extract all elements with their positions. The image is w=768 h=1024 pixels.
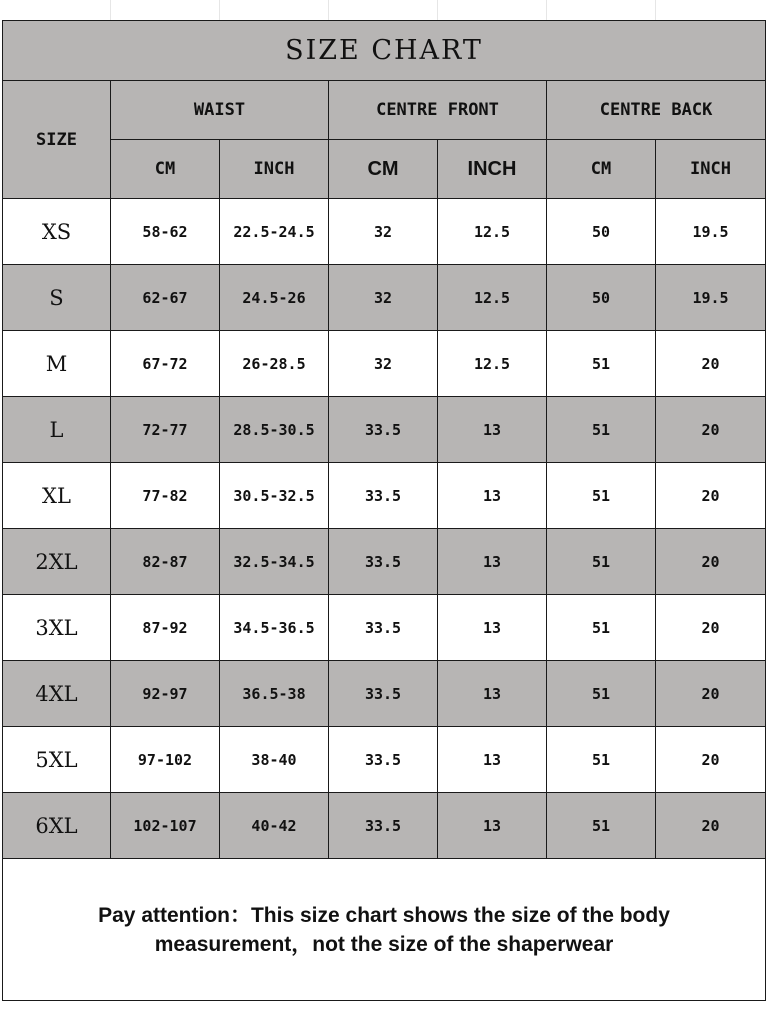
sheet-gridline bbox=[437, 0, 438, 20]
size-label: 4XL bbox=[3, 661, 111, 727]
size-label: XL bbox=[3, 463, 111, 529]
header-back-inch: INCH bbox=[656, 140, 766, 199]
back-cm-cell: 51 bbox=[547, 595, 656, 661]
size-label: 6XL bbox=[3, 793, 111, 859]
back-cm-cell: 51 bbox=[547, 793, 656, 859]
back-inch-cell: 19.5 bbox=[656, 199, 766, 265]
waist-inch-cell: 36.5-38 bbox=[220, 661, 329, 727]
back-inch-cell: 19.5 bbox=[656, 265, 766, 331]
back-cm-cell: 51 bbox=[547, 727, 656, 793]
waist-cm-cell: 58-62 bbox=[111, 199, 220, 265]
front-inch-cell: 12.5 bbox=[438, 265, 547, 331]
table-row bbox=[3, 661, 766, 727]
size-label: S bbox=[3, 265, 111, 331]
front-cm-cell: 33.5 bbox=[329, 397, 438, 463]
waist-inch-cell: 26-28.5 bbox=[220, 331, 329, 397]
back-cm-cell: 51 bbox=[547, 397, 656, 463]
sheet-gridline bbox=[110, 0, 111, 20]
waist-cm-cell: 92-97 bbox=[111, 661, 220, 727]
waist-inch-cell: 24.5-26 bbox=[220, 265, 329, 331]
back-inch-cell: 20 bbox=[656, 727, 766, 793]
front-inch-cell: 12.5 bbox=[438, 199, 547, 265]
title-row bbox=[3, 21, 766, 81]
front-inch-cell: 13 bbox=[438, 595, 547, 661]
header-centre-front: CENTRE FRONT bbox=[329, 81, 547, 140]
front-inch-cell: 13 bbox=[438, 727, 547, 793]
size-label: 5XL bbox=[3, 727, 111, 793]
table-row bbox=[3, 331, 766, 397]
table-row bbox=[3, 595, 766, 661]
table-row bbox=[3, 529, 766, 595]
size-chart-table bbox=[2, 20, 766, 1001]
waist-inch-cell: 30.5-32.5 bbox=[220, 463, 329, 529]
front-cm-cell: 33.5 bbox=[329, 595, 438, 661]
front-cm-cell: 33.5 bbox=[329, 727, 438, 793]
sheet-gridline bbox=[655, 0, 656, 20]
waist-inch-cell: 28.5-30.5 bbox=[220, 397, 329, 463]
front-inch-cell: 13 bbox=[438, 463, 547, 529]
header-waist: WAIST bbox=[111, 81, 329, 140]
back-cm-cell: 50 bbox=[547, 265, 656, 331]
waist-cm-cell: 87-92 bbox=[111, 595, 220, 661]
back-inch-cell: 20 bbox=[656, 661, 766, 727]
waist-cm-cell: 67-72 bbox=[111, 331, 220, 397]
header-centre-back: CENTRE BACK bbox=[547, 81, 766, 140]
sheet-gridline bbox=[328, 0, 329, 20]
back-inch-cell: 20 bbox=[656, 595, 766, 661]
sheet-gridline bbox=[546, 0, 547, 20]
size-label: L bbox=[3, 397, 111, 463]
front-cm-cell: 32 bbox=[329, 331, 438, 397]
back-inch-cell: 20 bbox=[656, 397, 766, 463]
waist-cm-cell: 82-87 bbox=[111, 529, 220, 595]
size-label: XS bbox=[3, 199, 111, 265]
waist-inch-cell: 40-42 bbox=[220, 793, 329, 859]
back-inch-cell: 20 bbox=[656, 793, 766, 859]
table-row bbox=[3, 727, 766, 793]
size-label: 3XL bbox=[3, 595, 111, 661]
waist-cm-cell: 77-82 bbox=[111, 463, 220, 529]
waist-inch-cell: 34.5-36.5 bbox=[220, 595, 329, 661]
back-inch-cell: 20 bbox=[656, 463, 766, 529]
front-inch-cell: 13 bbox=[438, 661, 547, 727]
front-inch-cell: 13 bbox=[438, 397, 547, 463]
size-chart-body bbox=[3, 21, 766, 1001]
front-cm-cell: 33.5 bbox=[329, 793, 438, 859]
table-row bbox=[3, 793, 766, 859]
table-row bbox=[3, 199, 766, 265]
front-cm-cell: 32 bbox=[329, 199, 438, 265]
back-cm-cell: 51 bbox=[547, 331, 656, 397]
front-cm-cell: 32 bbox=[329, 265, 438, 331]
size-label: 2XL bbox=[3, 529, 111, 595]
front-inch-cell: 13 bbox=[438, 793, 547, 859]
waist-cm-cell: 102-107 bbox=[111, 793, 220, 859]
back-cm-cell: 51 bbox=[547, 661, 656, 727]
waist-inch-cell: 32.5-34.5 bbox=[220, 529, 329, 595]
table-row bbox=[3, 265, 766, 331]
sheet-gridline bbox=[219, 0, 220, 20]
waist-cm-cell: 62-67 bbox=[111, 265, 220, 331]
table-row bbox=[3, 463, 766, 529]
header-front-inch: INCH bbox=[438, 140, 547, 199]
waist-cm-cell: 97-102 bbox=[111, 727, 220, 793]
waist-cm-cell: 72-77 bbox=[111, 397, 220, 463]
header-front-cm: CM bbox=[329, 140, 438, 199]
chart-title: SIZE CHART bbox=[3, 21, 766, 81]
back-cm-cell: 50 bbox=[547, 199, 656, 265]
back-inch-cell: 20 bbox=[656, 331, 766, 397]
header-waist-cm: CM bbox=[111, 140, 220, 199]
front-cm-cell: 33.5 bbox=[329, 661, 438, 727]
header-row-groups bbox=[3, 81, 766, 140]
back-cm-cell: 51 bbox=[547, 463, 656, 529]
front-cm-cell: 33.5 bbox=[329, 463, 438, 529]
front-inch-cell: 12.5 bbox=[438, 331, 547, 397]
size-label: M bbox=[3, 331, 111, 397]
header-back-cm: CM bbox=[547, 140, 656, 199]
waist-inch-cell: 22.5-24.5 bbox=[220, 199, 329, 265]
table-row bbox=[3, 397, 766, 463]
front-cm-cell: 33.5 bbox=[329, 529, 438, 595]
header-waist-inch: INCH bbox=[220, 140, 329, 199]
back-inch-cell: 20 bbox=[656, 529, 766, 595]
header-row-units bbox=[3, 140, 766, 199]
header-size: SIZE bbox=[3, 81, 111, 199]
attention-note: Pay attention：This size chart shows the size of the body measurement，not the size of the shaperwear bbox=[3, 859, 766, 1001]
front-inch-cell: 13 bbox=[438, 529, 547, 595]
back-cm-cell: 51 bbox=[547, 529, 656, 595]
note-row bbox=[3, 859, 766, 1001]
waist-inch-cell: 38-40 bbox=[220, 727, 329, 793]
